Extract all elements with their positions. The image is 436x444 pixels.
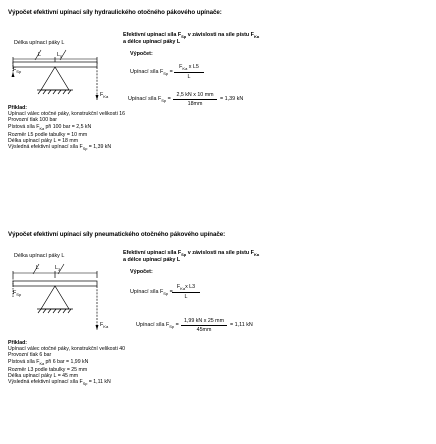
lever-length-label-2: Délka upínací páky L	[14, 253, 65, 259]
formula-fraction-2	[172, 284, 200, 300]
dim-L5-sub: 5	[60, 54, 63, 60]
description2-line1: Efektivní upínací síla $F_{Sp}$ v závislosti na síle pístu $F_{Ka}$	[123, 250, 260, 258]
formula-numerator-1: $F_{Ka}$ x L5	[174, 64, 204, 73]
example-line: Pístová síla $F_{Ka}$ při 100 bar = 2,5 kN	[8, 123, 92, 131]
formula-fraction-1	[174, 64, 204, 80]
calc-denominator-1: 18mm	[187, 101, 203, 107]
force-ka-sub: Ka	[103, 94, 109, 100]
example-line: Rozměr L5 podle tabulky = 10 mm	[8, 131, 88, 138]
calc-heading-2: Výpočet:	[130, 269, 153, 275]
example-line: Pístová síla $F_{Ka}$ při 6 bar = 1,99 kN	[8, 358, 89, 366]
dim-L-label-2: L	[36, 265, 39, 271]
example-line: Výsledná efektivní upínací síla $F_{Sp} = 1,11$ kN	[8, 379, 111, 387]
calc-numerator-2: 1,99 kN x 25 mm	[181, 318, 227, 326]
description2-line2: a délce upínací páky L	[123, 257, 181, 263]
lever-length-label: Délka upínací páky L	[14, 40, 65, 46]
description1-line2: a délce upínací páky L	[123, 39, 181, 45]
calc-label-1: Upínací síla $F_{Sp}$ =	[128, 96, 171, 104]
force-sp-main: F	[13, 67, 17, 73]
force-sp-label-2: $F_{Sp}$	[13, 290, 22, 298]
example-line: Provozní tlak 100 bar	[8, 117, 58, 124]
example-line: Délka upínací páky L = 45 mm	[8, 373, 79, 380]
calc-denominator-2: 45mm	[196, 327, 212, 333]
example-block-2	[8, 340, 125, 387]
formula-label-2: Upínací síla $F_{Sp}$ =	[130, 289, 173, 297]
formula-denominator-1: L	[187, 74, 191, 81]
section1-title: Výpočet efektivní upínací síly hydraulického otočného pákového upínače:	[8, 9, 222, 16]
example-line: Výsledná efektivní upínací síla $F_{Sp} = 1,39$ kN	[8, 144, 112, 152]
example-heading-2: Příklad:	[8, 340, 28, 346]
example-line: Rozměr L3 podle tabulky = 25 mm	[8, 366, 88, 373]
dim-L3-label: $L_3$	[55, 265, 61, 273]
calc-result-2: = 1,11 kN	[230, 322, 253, 328]
dim-L-label: L	[38, 52, 41, 58]
example-line: Provozní tlak 6 bar	[8, 352, 52, 359]
formula-denominator-2: L	[184, 294, 188, 301]
formula-numerator-2: $F_{Ka}x$ L3	[172, 284, 200, 293]
example-line: Upínací válec otočné páky, konstrukční velikosti 40	[8, 346, 125, 353]
force-ka-main: F	[100, 92, 104, 98]
calc-heading-1: Výpočet:	[130, 51, 153, 57]
calc-fraction-1	[173, 92, 217, 107]
force-ka-label-2: $F_{Ka}$	[100, 322, 109, 330]
formula-label-1: Upínací síla $F_{Sp}$ =	[130, 69, 173, 77]
example-block-1	[8, 105, 125, 152]
calc-numerator-1: 2,5 kN x 10 mm	[173, 92, 217, 100]
dim-L5-main: L	[57, 52, 60, 58]
description1-line1: Efektivní upínací síla $F_{Sp}$ v závislosti na síle pístu $F_{Ka}$	[123, 32, 260, 40]
example-heading-1: Příklad:	[8, 105, 28, 111]
calc-label-2: Upínací síla $F_{Sp}$ =	[136, 322, 179, 330]
calc-result-1: = 1,39 kN	[220, 96, 244, 102]
section2-title: Výpočet efektivní upínací síly pneumatického otočného pákového upínače:	[8, 231, 226, 238]
example-line: Upínací válec otočné páky, konstrukční velikosti 16	[8, 111, 125, 118]
calc-fraction-2	[181, 318, 227, 333]
example-line: Délka upínací páky L = 18 mm	[8, 138, 79, 145]
force-sp-sub: Sp	[16, 69, 22, 75]
